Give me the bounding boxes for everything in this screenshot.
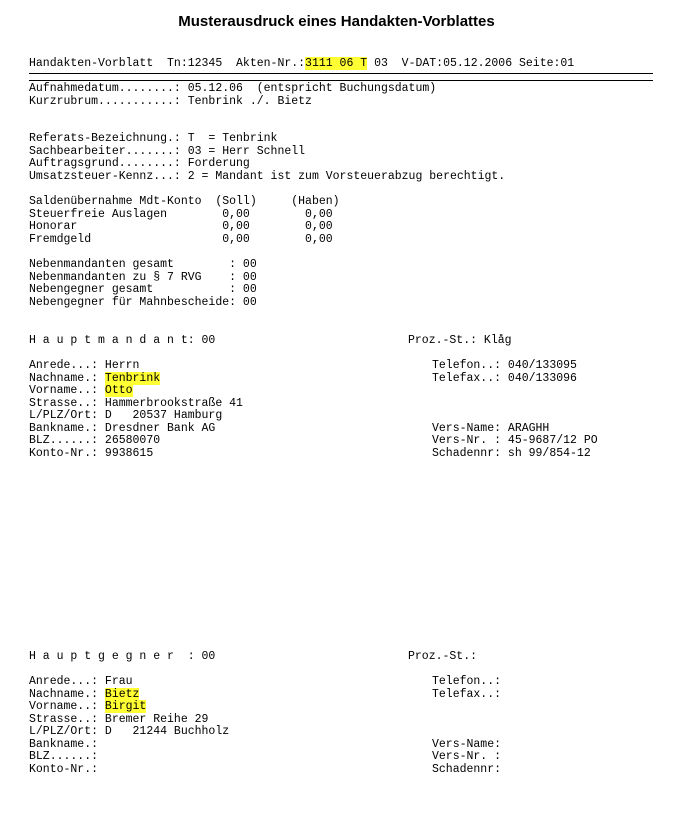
page-title: Musterausdruck eines Handakten-Vorblattes — [178, 13, 495, 30]
mandant-ort: L/PLZ/Ort: D 20537 Hamburg — [29, 409, 223, 422]
gegner-blz: BLZ......: — [29, 750, 99, 763]
mandant-blz: BLZ......: 26580070 — [29, 434, 161, 447]
nachname-label: Nachname.: — [29, 371, 105, 385]
line-auftragsgrund: Auftragsgrund........: Forderung — [29, 157, 250, 170]
mandant-strasse: Strasse..: Hammerbrookstraße 41 — [29, 396, 243, 410]
gegner-nachname: Bietz — [104, 687, 140, 701]
akten-nr: 3111 06 T — [305, 57, 368, 70]
gegner-ort: L/PLZ/Ort: D 21244 Buchholz — [29, 725, 230, 738]
spacer — [432, 714, 501, 727]
line-kurzrubrum: Kurzrubrum...........: Tenbrink ./. Bietz — [29, 94, 312, 108]
nachname-label: Nachname.: — [29, 687, 105, 701]
mandant-vorname: Otto — [104, 384, 133, 397]
line-auslagen: Steuerfreie Auslagen 0,00 0,00 — [29, 207, 333, 221]
line-referat: Referats-Bezeichnung.: T = Tenbrink — [29, 132, 278, 145]
mandant-konto: Konto-Nr.: 9938615 — [29, 446, 154, 460]
block-referat — [29, 133, 505, 183]
mandant-anrede: Anrede...: Herrn — [29, 359, 140, 372]
header-line — [29, 58, 574, 71]
mandant-proz: Proz.-St.: Klåg — [408, 334, 512, 347]
gegner-strasse: Strasse..: Bremer Reihe 29 — [29, 712, 209, 726]
gegner-anrede: Anrede...: Frau — [29, 675, 133, 688]
mandant-right — [432, 360, 598, 460]
line-sachbearbeiter: Sachbearbeiter.......: 03 = Herr Schnell — [29, 144, 306, 158]
line-nebengegner-mahn: Nebengegner für Mahnbescheide: 00 — [29, 295, 257, 309]
gegner-telefon: Telefon..: — [432, 675, 502, 688]
mandant-heading: H a u p t m a n d a n t: 00 — [29, 334, 216, 347]
gegner-details — [29, 676, 229, 776]
vorname-label: Vorname..: — [29, 384, 105, 397]
gegner-bankname: Bankname.: — [29, 737, 99, 751]
separator-rule — [29, 73, 653, 81]
line-salden-header: Saldenübernahme Mdt-Konto (Soll) (Haben) — [29, 195, 340, 208]
spacer — [432, 726, 501, 739]
block-aufnahme — [29, 83, 436, 108]
spacer — [432, 701, 501, 714]
line-aufnahmedatum: Aufnahmedatum........: 05.12.06 (entspricht Buchungsdatum) — [29, 82, 437, 95]
gegner-vorname: Birgit — [104, 700, 147, 713]
line-nebenmandanten-rvg: Nebenmandanten zu § 7 RVG : 00 — [29, 270, 257, 284]
gegner-vers-name: Vers-Name: — [432, 737, 502, 751]
mandant-telefon: Telefon..: 040/133095 — [432, 359, 577, 372]
spacer — [432, 385, 598, 398]
line-honorar: Honorar 0,00 0,00 — [29, 220, 333, 233]
header-prefix: Handakten-Vorblatt Tn:12345 Akten-Nr.: — [29, 57, 306, 70]
line-fremdgeld: Fremdgeld 0,00 0,00 — [29, 232, 333, 246]
mandant-details — [29, 360, 243, 460]
mandant-nachname: Tenbrink — [104, 371, 161, 385]
gegner-telefax: Telefax..: — [432, 687, 502, 701]
line-umsatzsteuer: Umsatzsteuer-Kennz...: 2 = Mandant ist zum Vorsteuerabzug berechtigt. — [29, 169, 506, 183]
gegner-right — [432, 676, 501, 776]
block-salden — [29, 196, 340, 246]
line-nebengegner: Nebengegner gesamt : 00 — [29, 283, 257, 296]
line-nebenmandanten: Nebenmandanten gesamt : 00 — [29, 258, 257, 271]
gegner-vers-nr: Vers-Nr. : — [432, 750, 502, 763]
mandant-vers-nr: Vers-Nr. : 45-9687/12 PO — [432, 434, 598, 447]
gegner-vorname-line — [29, 701, 229, 714]
mandant-vers-name: Vers-Name: ARAGHH — [432, 421, 550, 435]
mandant-vorname-line — [29, 385, 243, 398]
gegner-heading: H a u p t g e g n e r : 00 — [29, 650, 216, 663]
gegner-proz: Proz.-St.: — [408, 650, 478, 663]
mandant-telefax: Telefax..: 040/133096 — [432, 371, 577, 385]
spacer — [432, 398, 598, 411]
vorname-label: Vorname..: — [29, 700, 105, 713]
header-suffix: 03 V-DAT:05.12.2006 Seite:01 — [367, 57, 575, 70]
spacer — [432, 410, 598, 423]
mandant-schadennr: Schadennr: sh 99/854-12 — [432, 446, 591, 460]
mandant-bankname: Bankname.: Dresdner Bank AG — [29, 421, 216, 435]
block-neben — [29, 259, 257, 309]
gegner-schadennr: Schadennr: — [432, 762, 502, 776]
gegner-konto: Konto-Nr.: — [29, 762, 99, 776]
